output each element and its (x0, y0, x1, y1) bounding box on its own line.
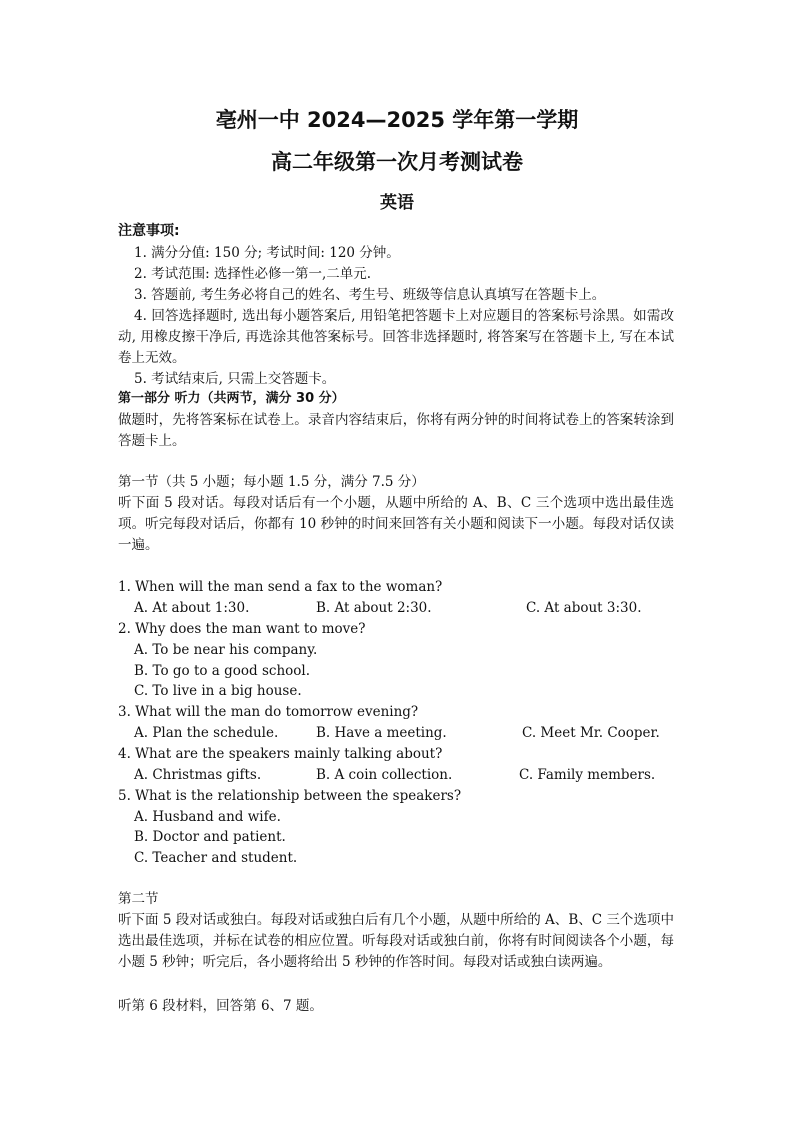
q4-option-b: B. A coin collection. (316, 767, 453, 783)
q1-option-a: A. At about 1:30. (134, 600, 250, 616)
q3-option-c: C. Meet Mr. Cooper. (522, 725, 660, 741)
q5-option-a: A. Husband and wife. (134, 809, 281, 825)
q2-option-c: C. To live in a big house. (134, 683, 302, 699)
q2-option-b: B. To go to a good school. (134, 663, 311, 679)
question-3: 3. What will the man do tomorrow evening? (118, 704, 419, 720)
section1-heading: 第一节（共 5 小题；每小题 1.5 分，满分 7.5 分） (118, 474, 425, 490)
section2-material-6: 听第 6 段材料，回答第 6、7 题。 (118, 998, 323, 1014)
q5-option-c: C. Teacher and student. (134, 850, 298, 866)
exam-title-school: 亳州一中 2024—2025 学年第一学期 (215, 108, 579, 132)
question-5: 5. What is the relationship between the speakers? (118, 788, 462, 804)
part1-heading: 第一部分 听力（共两节，满分 30 分） (118, 391, 345, 406)
notice-item-2: 2. 考试范围: 选择性必修一第一,二单元. (134, 266, 372, 282)
notice-item-3: 3. 答题前, 考生务必将自己的姓名、考生号、班级等信息认真填写在答题卡上。 (134, 287, 606, 303)
q3-option-a: A. Plan the schedule. (134, 725, 279, 741)
section2-instructions: 听下面 5 段对话或独白。每段对话或独白后有几个小题，从题中所给的 A、B、C 三个选项中选出最佳选项，并标在试卷的相应位置。听每段对话或独白前，你将有时间阅读各个小题，每小题 5 秒钟；听完后，各小题将给出 5 秒钟的作答时间。每段对话或独白读两遍。 (118, 912, 674, 970)
q1-option-b: B. At about 2:30. (316, 600, 432, 616)
exam-title-grade: 高二年级第一次月考测试卷 (271, 150, 523, 174)
q4-option-c: C. Family members. (519, 767, 656, 783)
section1-instructions: 听下面 5 段对话。每段对话后有一个小题，从题中所给的 A、B、C 三个选项中选出最佳选项。听完每段对话后，你都有 10 秒钟的时间来回答有关小题和阅读下一小题。每段对话仅读一遍。 (118, 495, 674, 553)
notice-item-4: 4. 回答选择题时, 选出每小题答案后, 用铅笔把答题卡上对应题目的答案标号涂黑。如需改动, 用橡皮擦干净后, 再选涂其他答案标号。回答非选择题时, 将答案写在答题卡上, 写在本试卷上无效。 (118, 308, 674, 366)
question-1: 1. When will the man send a fax to the woman? (118, 579, 443, 595)
q4-option-a: A. Christmas gifts. (134, 767, 262, 783)
question-2: 2. Why does the man want to move? (118, 621, 366, 637)
section2-heading: 第二节 (118, 891, 159, 907)
exam-subject: 英语 (380, 193, 414, 213)
q5-option-b: B. Doctor and patient. (134, 829, 286, 845)
notice-item-5: 5. 考试结束后, 只需上交答题卡。 (134, 371, 336, 387)
q2-option-a: A. To be near his company. (134, 642, 318, 658)
q1-option-c: C. At about 3:30. (526, 600, 642, 616)
part1-intro: 做题时，先将答案标在试卷上。录音内容结束后，你将有两分钟的时间将试卷上的答案转涂到答题卡上。 (118, 412, 674, 449)
question-4: 4. What are the speakers mainly talking about? (118, 746, 443, 762)
notice-item-1: 1. 满分分值: 150 分; 考试时间: 120 分钟。 (134, 245, 400, 261)
q3-option-b: B. Have a meeting. (316, 725, 447, 741)
notice-heading: 注意事项: (118, 223, 180, 239)
